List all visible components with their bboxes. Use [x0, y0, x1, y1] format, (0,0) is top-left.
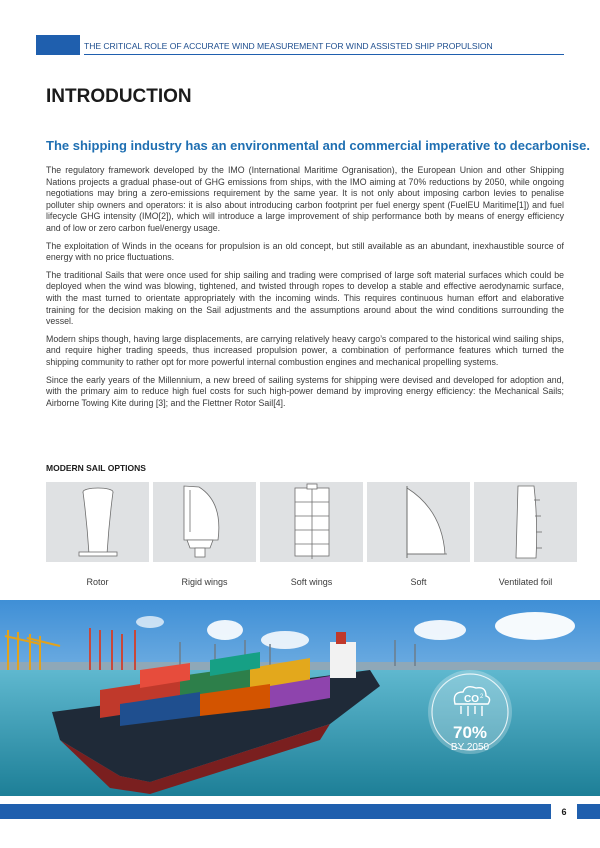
section-subtitle: The shipping industry has an environmental and commercial imperative to decarbonise.: [46, 138, 590, 153]
sail-label-rigid-wings: Rigid wings: [181, 577, 228, 587]
footer-bar: [0, 804, 600, 819]
sail-option-soft: [367, 482, 470, 562]
sail-option-rigid-wings: [153, 482, 256, 562]
reduction-year: BY 2050: [450, 742, 490, 753]
sail-label-ventilated-foil: Ventilated foil: [498, 577, 553, 587]
sail-options-row: [46, 482, 564, 562]
paragraph: The exploitation of Winds in the oceans for propulsion is an old concept, but still available as an abundant, inexhaustible source of energy with no price fluctuations.: [46, 240, 564, 263]
rigid-wing-sail-icon: [153, 482, 256, 562]
reduction-percent: 70%: [452, 723, 488, 742]
paragraph: Modern ships though, having large displacements, are carrying relatively heavy cargo’s compared to the historical wind sailing ships, and require higher trading speeds, thus increased propulsion power, a combination of performance features which turned the shipping community to rather opt for more powerful internal combustion engines and mechanical propelling systems.: [46, 333, 564, 367]
sail-options-title: MODERN SAIL OPTIONS: [46, 463, 146, 473]
page-number: 6: [551, 802, 577, 822]
soft-wing-sail-icon: [260, 482, 363, 562]
sail-option-labels: [46, 577, 564, 591]
paragraph: The regulatory framework developed by the IMO (International Maritime Ogranisation), the European Union and other Shipping Nations projects a gradual phase-out of GHG emissions from ships, with the IMO aiming at 70% reductions by 2050, while ongoing negotiations may bring a zero-emissions requirement by the same year. It is not only about imposing carbon levies to penalise polluter ship owners and operators: it is also about introducing carbon footprint per fuel energy spent (FuelEU Maritime[1]) and fuel lifecycle GHG intensity (IMO[2]), which will introduce a large improvement of ship performance both by means of energy efficiency and of low or zero carbon fuel/energy usage.: [46, 165, 564, 233]
sail-option-ventilated-foil: [474, 482, 577, 562]
co2-subscript: 2: [480, 694, 484, 700]
rotor-sail-icon: [46, 482, 149, 562]
header-title: THE CRITICAL ROLE OF ACCURATE WIND MEASUREMENT FOR WIND ASSISTED SHIP PROPULSION: [84, 41, 493, 51]
soft-sail-icon: [367, 482, 470, 562]
container-ship-photo: [0, 600, 600, 796]
ventilated-foil-icon: [474, 482, 577, 562]
header-rule: [84, 54, 564, 55]
page-title: INTRODUCTION: [46, 86, 192, 107]
sail-label-soft: Soft: [410, 577, 427, 587]
sail-label-rotor: Rotor: [86, 577, 109, 587]
paragraph: Since the early years of the Millennium, a new breed of sailing systems for shipping were devised and developed for adoption and, with the primary aim to reduce high fuel costs for such high-power demand by improving energy efficiency: the Mechanical Sails; Airborne Towing Kite during [3]; and the Flettner Rotor Sail[4].: [46, 374, 564, 408]
sail-option-soft-wings: [260, 482, 363, 562]
co2-label: CO: [464, 694, 479, 705]
header-accent-bar: [36, 35, 80, 55]
container-ship-illustration: [0, 600, 600, 796]
sail-label-soft-wings: Soft wings: [290, 577, 333, 587]
body-text: [46, 165, 564, 415]
sail-option-rotor: [46, 482, 149, 562]
paragraph: The traditional Sails that were once used for ship sailing and trading were comprised of large soft material surfaces which could be deployed when the wind was blowing, tightened, and twisted through ropes to develop a stable and effective aerodynamic surface, with the mast turned to orientate appropriately with the incoming winds. This requires continuous human effort and elaborative training for the decision making on the Sail adjustments and the assumptions around about the wind conditions surrounding the vessel.: [46, 269, 564, 327]
